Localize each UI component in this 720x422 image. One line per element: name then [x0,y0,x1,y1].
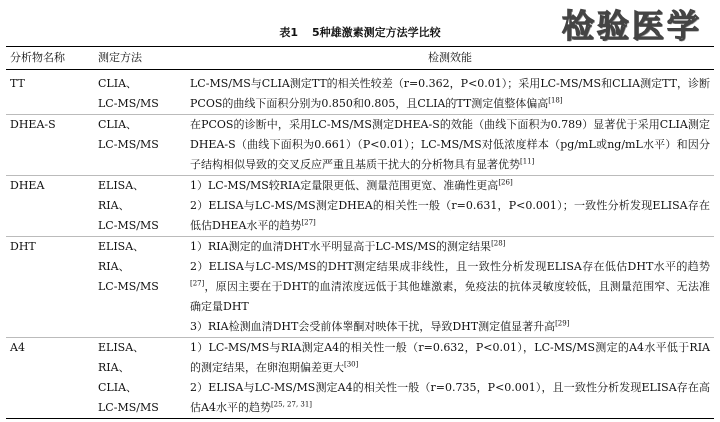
effect-text: 1）LC-MS/MS较RIA定量限更低、测量范围更宽、准确性更高 [190,179,499,192]
citation-ref: [29] [555,319,570,328]
comparison-table [6,46,714,419]
method-cell [94,70,186,115]
method-item: LC-MS/MS [98,219,159,232]
method-item: RIA、 [98,199,130,212]
effect-paragraph [190,378,710,418]
effect-text: 1）RIA测定的血清DHT水平明显高于LC-MS/MS的测定结果 [190,240,492,253]
method-item: LC-MS/MS [98,280,159,293]
header-method: 测定方法 [94,47,186,70]
effect-text: 3）RIA检测血清DHT会受前体睾酮对映体干扰，导致DHT测定值显著升高 [190,320,556,333]
analyte-cell: A4 [6,338,94,419]
table-row [6,338,714,419]
method-item: RIA、 [98,361,130,374]
method-item: CLIA、 [98,77,138,90]
method-item: CLIA、 [98,118,138,131]
method-item: RIA、 [98,260,130,273]
effect-cell [186,115,714,176]
effect-text: 1）LC-MS/MS与RIA测定A4的相关性一般（r=0.632，P<0.01），LC-MS/MS测定的A4水平低于RIA的测定结果，在卵泡期偏差更大 [190,341,710,374]
effect-paragraph [190,257,710,317]
citation-ref: [27] [190,279,205,288]
effect-cell [186,237,714,338]
effect-paragraph [190,338,710,378]
citation-ref: [11] [520,157,535,166]
method-cell [94,237,186,338]
method-item: LC-MS/MS [98,401,159,414]
effect-text: 2）ELISA与LC-MS/MS测定DHEA的相关性一般（r=0.631，P<0.001）；一致性分析发现ELISA存在低估DHEA水平的趋势 [190,199,710,232]
effect-paragraph [190,74,710,114]
table-caption: 5种雄激素测定方法学比较 [312,26,441,39]
method-cell [94,115,186,176]
effect-cell [186,338,714,419]
citation-ref: [25, 27, 31] [270,400,313,409]
effect-paragraph [190,196,710,236]
effect-cell [186,70,714,115]
method-item: ELISA、 [98,240,145,253]
method-item: ELISA、 [98,179,145,192]
analyte-cell: DHT [6,237,94,338]
table-row [6,237,714,338]
citation-ref: [18] [548,96,563,105]
method-cell [94,176,186,237]
method-item: LC-MS/MS [98,97,159,110]
effect-paragraph [190,237,710,257]
analyte-cell: DHEA [6,176,94,237]
effect-text-tail: ，原因主要在于DHT的血清浓度远低于其他雄激素，免疫法的抗体灵敏度较低，且测量范围窄、无法准确定量DHT [190,280,710,313]
effect-text: LC-MS/MS与CLIA测定TT的相关性较差（r=0.362，P<0.01）；采用LC-MS/MS和CLIA测定TT，诊断PCOS的曲线下面积分别为0.850和0.805，且CLIA的TT测定值整体偏高 [190,77,710,110]
table-row [6,70,714,115]
header-effect: 检测效能 [186,47,714,70]
citation-ref: [27] [301,218,316,227]
watermark-logo: 检验医学 [561,7,702,45]
effect-paragraph [190,115,710,175]
table-row [6,115,714,176]
table-body [6,70,714,419]
effect-text: 2）ELISA与LC-MS/MS测定A4的相关性一般（r=0.735，P<0.001），且一致性分析发现ELISA存在高估A4水平的趋势 [190,381,710,414]
header-row [6,47,714,70]
table-number: 表1 [279,26,298,39]
method-item: CLIA、 [98,381,138,394]
citation-ref: [30] [344,360,359,369]
effect-cell [186,176,714,237]
citation-ref: [26] [498,178,513,187]
method-item: LC-MS/MS [98,138,159,151]
effect-paragraph [190,317,710,337]
effect-text: 2）ELISA与LC-MS/MS的DHT测定结果成非线性，且一致性分析发现ELISA存在低估DHT水平的趋势 [190,260,710,273]
table-row [6,176,714,237]
method-cell [94,338,186,419]
citation-ref: [28] [491,239,506,248]
method-item: ELISA、 [98,341,145,354]
analyte-cell: TT [10,77,25,90]
analyte-cell: DHEA-S [6,115,94,176]
header-analyte: 分析物名称 [6,47,94,70]
effect-text: 在PCOS的诊断中，采用LC-MS/MS测定DHEA-S的效能（曲线下面积为0.789）显著优于采用CLIA测定DHEA-S（曲线下面积为0.661）（P<0.01）；LC-MS/MS对低浓度样本（pg/mL或ng/mL水平）和因分子结构相似导致的交叉反应严重且基质干扰大的分析物具有显著优势 [190,118,710,171]
effect-paragraph [190,176,710,196]
